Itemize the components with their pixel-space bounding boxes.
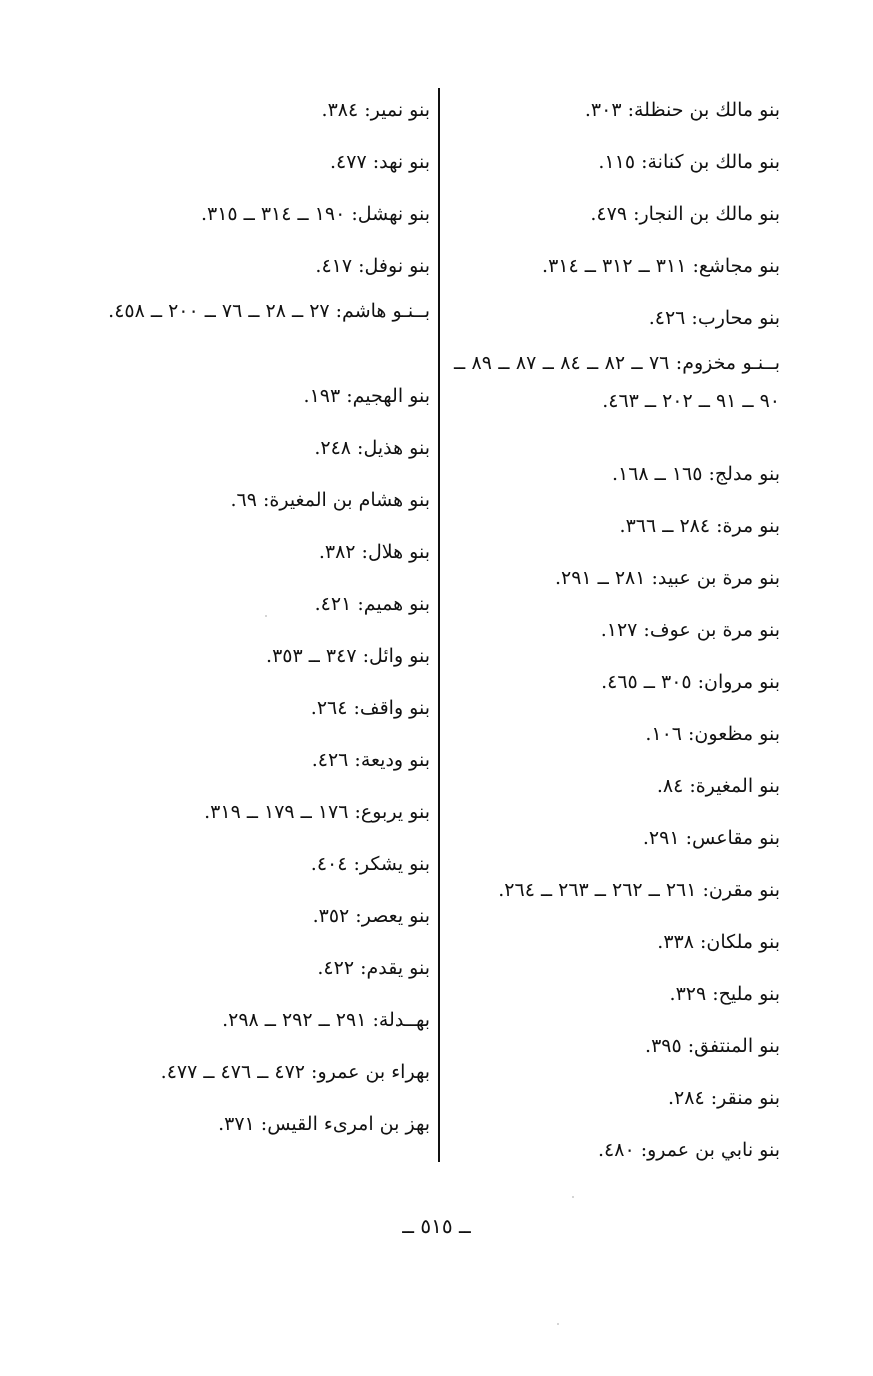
index-entry: بنو مروان: ٣٠٥ ــ ٤٦٥. xyxy=(601,671,780,693)
index-entry: بنو نمير: ٣٨٤. xyxy=(321,99,430,121)
index-entry: بنو مالك بن كنانة: ١١٥. xyxy=(598,151,780,173)
index-entry: بنو مرة: ٢٨٤ ــ ٣٦٦. xyxy=(619,515,780,537)
index-entry: بنو مدلج: ١٦٥ ــ ١٦٨. xyxy=(611,463,780,485)
index-entry: بنو يشكر: ٤٠٤. xyxy=(310,853,430,875)
page-number: ــ ٥١٥ ــ xyxy=(402,1214,471,1238)
index-entry: بهــدلة: ٢٩١ ــ ٢٩٢ ــ ٢٩٨. xyxy=(222,1009,430,1031)
index-entry: بنو يعصر: ٣٥٢. xyxy=(312,905,430,927)
index-entry: بنو نهشل: ١٩٠ ــ ٣١٤ ــ ٣١٥. xyxy=(200,203,430,225)
index-entry: بنو مالك بن حنظلة: ٣٠٣. xyxy=(584,99,780,121)
index-entry: بــنـو مخزوم: ٧٦ ــ ٨٢ ــ ٨٤ ــ ٨٧ ــ ٨٩ ــ ٩٠ ــ ٩١ ــ ٢٠٢ ــ ٤٦٣. xyxy=(454,352,780,412)
index-entry: بنو نابي بن عمرو: ٤٨٠. xyxy=(597,1139,780,1161)
index-entry: بهراء بن عمرو: ٤٧٢ ــ ٤٧٦ ــ ٤٧٧. xyxy=(160,1061,430,1083)
index-entry: بنو محارب: ٤٢٦. xyxy=(648,307,780,329)
index-entry: بنو الهجيم: ١٩٣. xyxy=(303,385,430,407)
index-entry: بنو هشام بن المغيرة: ٦٩. xyxy=(230,489,430,511)
index-entry: بنو المنتفق: ٣٩٥. xyxy=(645,1035,780,1057)
index-entry: بنو مالك بن النجار: ٤٧٩. xyxy=(590,203,780,225)
index-entry: بنو يقدم: ٤٢٢. xyxy=(317,957,430,979)
scan-speck xyxy=(265,615,267,617)
index-entry: بنو مرة بن عبيد: ٢٨١ ــ ٢٩١. xyxy=(554,567,780,589)
index-entry: بنو مليح: ٣٢٩. xyxy=(669,983,780,1005)
index-entry: بنو هلال: ٣٨٢. xyxy=(318,541,430,563)
index-entry: بنو مقاعس: ٢٩١. xyxy=(642,827,780,849)
index-entry: بنو وائل: ٣٤٧ ــ ٣٥٣. xyxy=(266,645,430,667)
scan-speck xyxy=(572,1196,574,1198)
index-entry: بنو نهد: ٤٧٧. xyxy=(329,151,430,173)
left-column xyxy=(100,84,430,1150)
index-entry: بنو ملكان: ٣٣٨. xyxy=(657,931,780,953)
index-entry: بــنـو هاشم: ٢٧ ــ ٢٨ ــ ٧٦ ــ ٢٠٠ ــ ٤٥٨. xyxy=(108,300,430,322)
column-divider xyxy=(438,88,440,1162)
scan-speck xyxy=(557,1323,559,1325)
index-entry: بنو مقرن: ٢٦١ ــ ٢٦٢ ــ ٢٦٣ ــ ٢٦٤. xyxy=(498,879,780,901)
index-entry: بنو المغيرة: ٨٤. xyxy=(656,775,780,797)
index-entry: بنو وديعة: ٤٢٦. xyxy=(311,749,430,771)
index-entry: بنو يربوع: ١٧٦ ــ ١٧٩ ــ ٣١٩. xyxy=(204,801,430,823)
index-entry: بنو مجاشع: ٣١١ ــ ٣١٢ ــ ٣١٤. xyxy=(542,255,780,277)
index-entry: بنو مرة بن عوف: ١٢٧. xyxy=(600,619,780,641)
index-entry: بنو واقف: ٢٦٤. xyxy=(310,697,430,719)
index-entry: بنو هذيل: ٢٤٨. xyxy=(314,437,430,459)
index-entry: بهز بن امرىء القيس: ٣٧١. xyxy=(218,1113,430,1135)
index-entry: بنو هميم: ٤٢١. xyxy=(314,593,430,615)
index-entry: بنو منقر: ٢٨٤. xyxy=(668,1087,780,1109)
right-column xyxy=(454,84,780,1176)
index-entry: بنو نوفل: ٤١٧. xyxy=(315,255,430,277)
index-entry: بنو مظعون: ١٠٦. xyxy=(645,723,780,745)
